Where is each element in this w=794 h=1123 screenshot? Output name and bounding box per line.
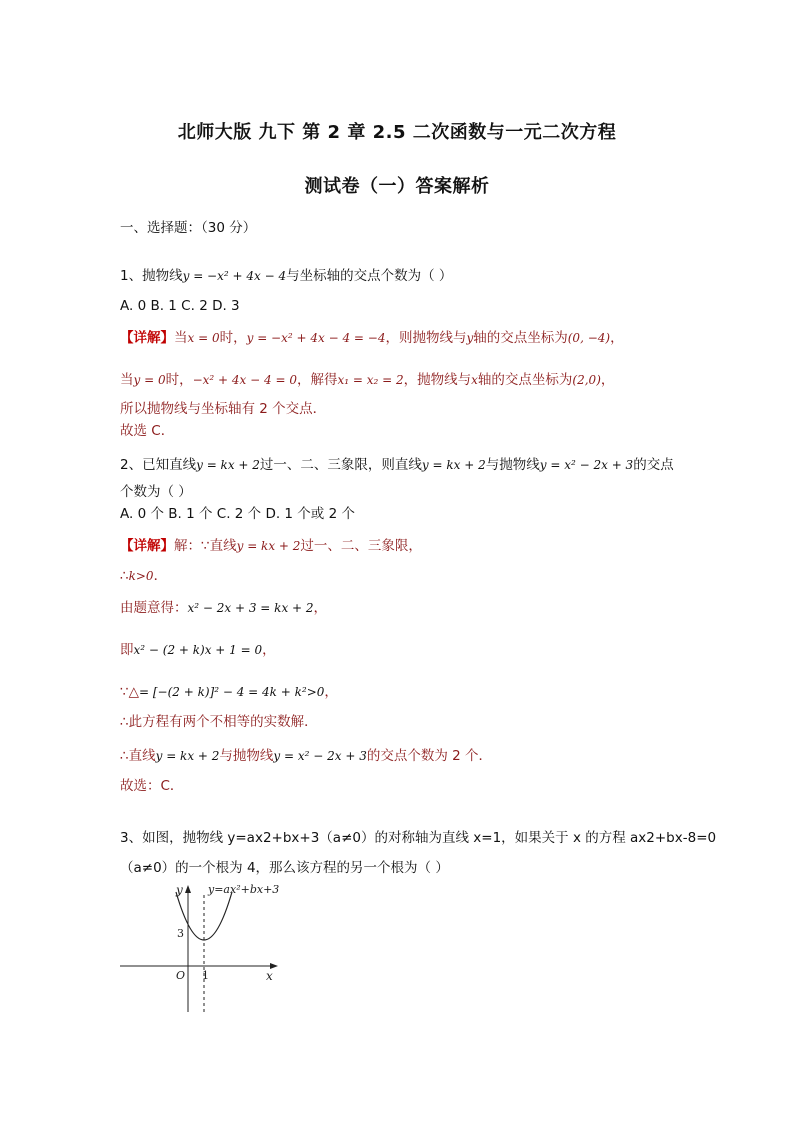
- q2-stem-line-2: 个数为（ ）: [120, 484, 192, 500]
- detail-tag: 【详解】: [120, 538, 174, 554]
- y-axis-arrow: [185, 885, 191, 893]
- q2-stem-line-1: 2、已知直线y = kx + 2过一、二、三象限，则直线y = kx + 2与抛物线y = x² − 2x + 3的交点: [120, 457, 674, 473]
- title-line-2: 测试卷（一）答案解析: [304, 176, 490, 197]
- math-expr: y = −x² + 4x − 4: [182, 269, 287, 283]
- q2-solution-line-4: 即x² − (2 + k)x + 1 = 0，: [120, 642, 276, 658]
- q1-answer: 故选 C．: [120, 423, 175, 439]
- q1-solution-line-2: 当y = 0时，−x² + 4x − 4 = 0，解得x₁ = x₂ = 2，抛物线与x轴的交点坐标为(2,0)，: [120, 372, 615, 388]
- parabola-graph: [118, 880, 288, 1015]
- x-tick-label: 1: [202, 969, 209, 982]
- q2-options: A. 0 个 B. 1 个 C. 2 个 D. 1 个或 2 个: [120, 506, 355, 522]
- x-axis-label: x: [266, 969, 273, 983]
- q3-stem-line-2: （a≠0）的一个根为 4，那么该方程的另一个根为（ ）: [120, 860, 449, 876]
- origin-label: O: [176, 969, 186, 982]
- q2-answer: 故选：C．: [120, 778, 184, 794]
- y-axis-label: y: [176, 883, 183, 897]
- y-tick-label: 3: [177, 927, 184, 940]
- q2-solution-line-3: 由题意得：x² − 2x + 3 = kx + 2，: [120, 600, 328, 616]
- title-line-1: 北师大版 九下 第 2 章 2.5 二次函数与一元二次方程: [177, 122, 617, 143]
- q1-options: A. 0 B. 1 C. 2 D. 3: [120, 298, 240, 314]
- q1-solution-line-3: 所以抛物线与坐标轴有 2 个交点．: [120, 401, 327, 417]
- curve-equation-label: y=ax²+bx+3: [208, 883, 280, 896]
- q2-solution-line-5: ∵△= [−(2 + k)]² − 4 = 4k + k²>0，: [120, 684, 338, 700]
- q3-stem-line-1: 3、如图，抛物线 y=ax2+bx+3（a≠0）的对称轴为直线 x=1，如果关于 x 的方程 ax2+bx-8=0: [120, 830, 717, 846]
- q2-solution-line-2: ∴k>0．: [120, 568, 168, 584]
- q2-solution-line-1: 【详解】解：∵直线y = kx + 2过一、二、三象限，: [120, 538, 422, 554]
- q2-solution-line-6: ∴此方程有两个不相等的实数解．: [120, 714, 318, 730]
- q1-stem: 1、抛物线y = −x² + 4x − 4与坐标轴的交点个数为（ ）: [120, 268, 453, 284]
- detail-tag: 【详解】: [120, 330, 174, 346]
- section-heading: 一、选择题：（30 分）: [120, 220, 257, 236]
- q1-solution-line-1: 【详解】当x = 0时，y = −x² + 4x − 4 = −4，则抛物线与y轴的交点坐标为(0, −4)，: [120, 330, 624, 346]
- q2-solution-line-7: ∴直线y = kx + 2与抛物线y = x² − 2x + 3的交点个数为 2 个．: [120, 748, 493, 764]
